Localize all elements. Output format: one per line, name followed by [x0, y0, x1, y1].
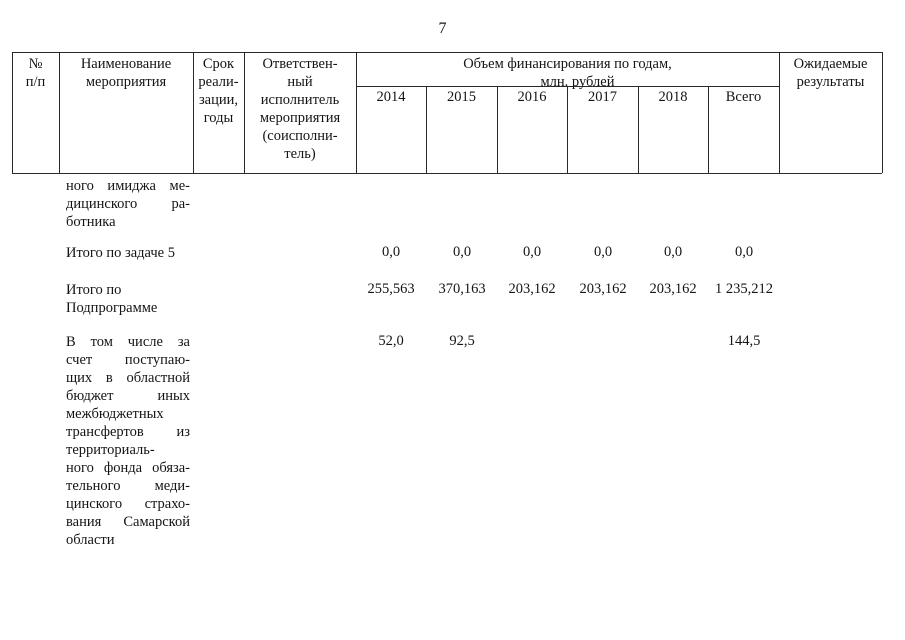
task5-total: 0,0 — [734, 244, 754, 260]
subprogram-total: 1 235,212 — [715, 281, 773, 297]
including-label: В том числе за счет поступаю- щих в областной бюджет иных межбюджетных трансфертов из территориаль- ного фонда обяза- тельного меди- цинского страхо- вания Самарской области — [66, 334, 190, 548]
task5-2017: 0,0 — [593, 244, 613, 260]
col-border — [882, 52, 883, 173]
task5-label: Итого по задаче 5 — [66, 245, 175, 261]
header-number: № п/п — [25, 56, 46, 90]
header-year-2014: 2014 — [376, 89, 406, 105]
task5-2015: 0,0 — [452, 244, 472, 260]
subprogram-label: Итого по Подпрограмме — [66, 282, 158, 316]
subprogram-2014: 255,563 — [367, 281, 415, 297]
including-2015: 92,5 — [449, 333, 475, 349]
header-funding: Объем финансирования по годам, млн. рублей — [463, 56, 672, 90]
subprogram-2016: 203,162 — [508, 281, 556, 297]
header-term: Срок реали- зации, годы — [198, 56, 239, 126]
header-year-2016: 2016 — [517, 89, 547, 105]
header-year-2017: 2017 — [588, 89, 617, 105]
header-results: Ожидаемые результаты — [793, 56, 868, 90]
header-top-border — [12, 52, 882, 53]
header-bottom-border — [12, 173, 882, 174]
header-year-2018: 2018 — [658, 89, 688, 105]
page-number: 7 — [438, 20, 447, 37]
task5-2016: 0,0 — [522, 244, 542, 260]
header-year-2015: 2015 — [447, 89, 476, 105]
header-name: Наименование мероприятия — [80, 56, 172, 90]
including-2014: 52,0 — [378, 333, 404, 349]
task5-2014: 0,0 — [381, 244, 401, 260]
task5-2018: 0,0 — [663, 244, 683, 260]
subprogram-2015: 370,163 — [438, 281, 486, 297]
subprogram-2017: 203,162 — [579, 281, 627, 297]
including-total: 144,5 — [727, 333, 761, 349]
header-total: Всего — [725, 89, 762, 105]
header-executor: Ответствен- ный исполнитель мероприятия (соисполни- тель) — [259, 56, 341, 162]
subprogram-2018: 203,162 — [649, 281, 697, 297]
continuation-text: ного имиджа ме- дицинского ра- ботника — [66, 178, 190, 230]
